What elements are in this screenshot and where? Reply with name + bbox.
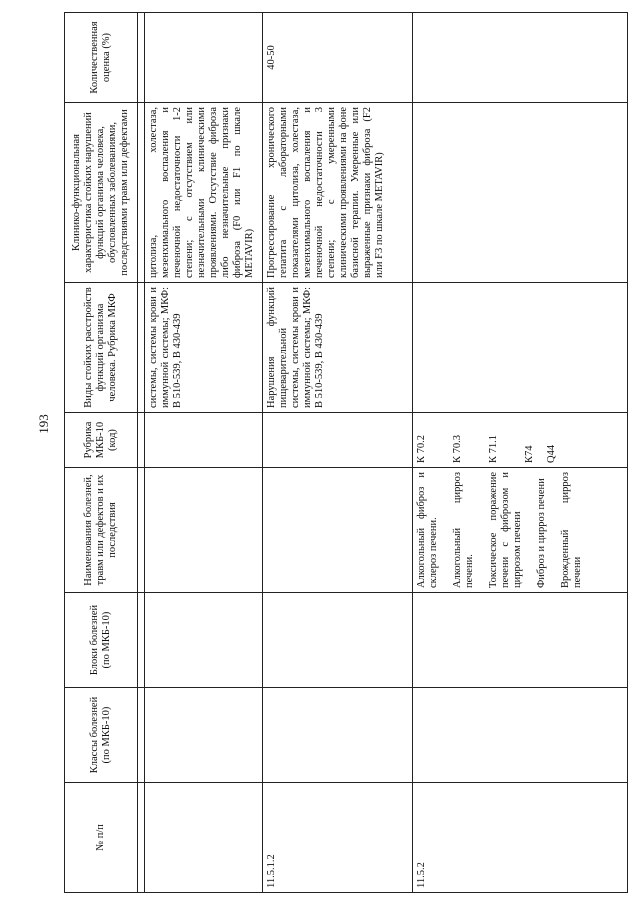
disease-name: Фиброз и цирроз печени — [536, 478, 547, 588]
cell-functions: системы, системы крови и иммунной системы; МКФ: В 510-539, В 430-439 — [145, 283, 263, 413]
header-code: Рубрика МКБ-10 (код) — [65, 413, 138, 468]
disease-name: Врожденный цирроз печени — [560, 472, 583, 588]
header-blocks: Блоки болезней (по МКБ-10) — [65, 593, 138, 688]
cell-functions: Нарушения функций пищеварительной системы, системы крови и иммунной системы; МКФ: В 510-539, В 430-439 — [263, 283, 413, 413]
disease-code: Q44 — [546, 444, 557, 463]
header-classes: Классы болезней (по МКБ-10) — [65, 688, 138, 783]
disease-name: Алкогольный фиброз и склероз печени. — [416, 472, 439, 588]
cell-num: 11.5.1.2 — [263, 783, 413, 893]
cell-characteristic: цитолиза, холестаза, мезенхимального воспаления и печеночной недостаточности 1-2 степени; с отсутствием или незначительными клиническими проявлениями. Отсутствие фиброза либо незначительные признаки фиброза (F0 или F1 по шкале METAVIR) — [145, 103, 263, 283]
disease-name: Токсическое поражение печени с фиброзом и циррозом печени — [488, 472, 523, 588]
header-characteristic: Клинико-функциональная характеристика стойких нарушений функций организма человека, обусловленных заболеваниями, последствиями травм или дефектами — [65, 103, 138, 283]
disease-code: К 70.3 — [452, 434, 463, 463]
disease-code: К 71.1 — [488, 434, 499, 463]
header-functions: Виды стойких расстройств функций организма человека. Рубрика МКФ — [65, 283, 138, 413]
cell-percent: 40-50 — [263, 13, 413, 103]
disease-name: Алкогольный цирроз печени. — [452, 472, 475, 588]
rotated-table-wrapper — [64, 13, 628, 893]
header-diseases: Наименования болезней, травм или дефектов и их последствия — [65, 468, 138, 593]
disability-criteria-table — [64, 12, 628, 893]
table-header-row — [65, 13, 138, 893]
cell-characteristic: Прогрессирование хронического гепатита с лабораторными показателями цитолиза, холестаза, мезенхимального воспаления и печеночной недостаточности 3 степени; с умеренными клиническими проявлениями на фоне базисной терапии. Умеренные или выраженные признаки фиброза (F2 или F3 по шкале METAVIR) — [263, 103, 413, 283]
table-row-continued — [145, 13, 263, 893]
disease-code: К 70.2 — [416, 434, 427, 463]
table-row-1152 — [413, 13, 628, 893]
cell-num: 11.5.2 — [413, 783, 628, 893]
disease-code: К74 — [524, 445, 535, 463]
page-number: 193 — [35, 414, 51, 434]
gap-row — [138, 13, 145, 893]
cell-codes — [413, 413, 628, 468]
cell-num — [145, 783, 263, 893]
header-percent: Количественная оценка (%) — [65, 13, 138, 103]
table-row-11512 — [263, 13, 413, 893]
cell-disease-names — [413, 468, 628, 593]
header-num: № п/п — [65, 783, 138, 893]
